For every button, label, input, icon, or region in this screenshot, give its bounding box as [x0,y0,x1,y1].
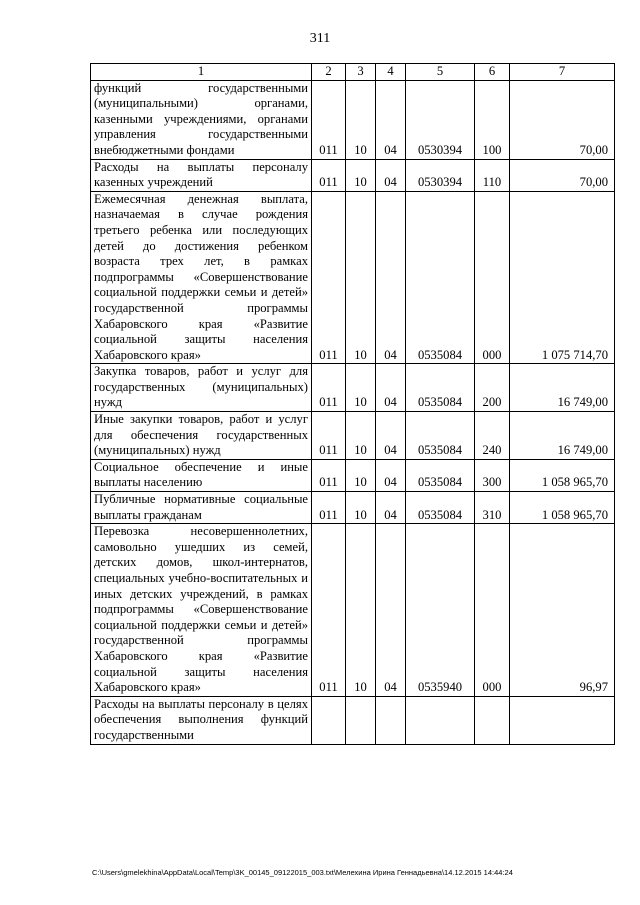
cell-amount: 1 075 714,70 [510,191,615,364]
cell-subsection: 04 [376,412,406,460]
cell-ministry-code: 011 [312,191,346,364]
cell-subsection: 04 [376,364,406,412]
cell-expense-type: 200 [475,364,510,412]
column-header: 4 [376,64,406,81]
cell-ministry-code: 011 [312,80,346,159]
column-header: 6 [475,64,510,81]
cell-ministry-code: 011 [312,159,346,191]
row-description: Закупка товаров, работ и услуг для государственных (муниципальных) нужд [91,364,312,412]
cell-section: 10 [346,524,376,697]
cell-expense-type: 310 [475,492,510,524]
column-header: 3 [346,64,376,81]
cell-target-article: 0535940 [406,524,475,697]
cell-ministry-code: 011 [312,492,346,524]
cell-amount: 16 749,00 [510,412,615,460]
table-row [91,364,615,412]
row-description: Социальное обеспечение и иные выплаты населению [91,459,312,491]
cell-target-article: 0530394 [406,159,475,191]
cell-expense-type: 110 [475,159,510,191]
cell-subsection [376,696,406,744]
cell-amount: 70,00 [510,159,615,191]
cell-section: 10 [346,191,376,364]
row-description: Публичные нормативные социальные выплаты гражданам [91,492,312,524]
cell-amount: 16 749,00 [510,364,615,412]
cell-subsection: 04 [376,80,406,159]
cell-subsection: 04 [376,524,406,697]
column-header: 5 [406,64,475,81]
cell-section: 10 [346,459,376,491]
cell-expense-type: 000 [475,191,510,364]
column-header: 1 [91,64,312,81]
cell-section: 10 [346,80,376,159]
cell-subsection: 04 [376,492,406,524]
cell-expense-type: 240 [475,412,510,460]
cell-expense-type: 300 [475,459,510,491]
cell-subsection: 04 [376,191,406,364]
row-description: Перевозка несовершеннолетних, самовольно ушедших из семей, детских домов, школ-интернатов, специальных учебно-воспитательных и иных детских учреждений, в рамках подпрограммы «Совершенствование социальной поддержки семьи и детей» государственной программы Хабаровского края «Развитие социальной защиты населения Хабаровского края» [91,524,312,697]
cell-amount [510,696,615,744]
cell-section: 10 [346,159,376,191]
cell-amount: 1 058 965,70 [510,459,615,491]
cell-section: 10 [346,412,376,460]
cell-section [346,696,376,744]
table-row [91,191,615,364]
table-row [91,80,615,159]
table-row [91,696,615,744]
row-description: Ежемесячная денежная выплата, назначаемая в случае рождения третьего ребенка или последующих детей до достижения ребенком возраста трех лет, в рамках подпрограммы «Совершенствование социальной поддержки семьи и детей» государственной программы Хабаровского края «Развитие социальной защиты населения Хабаровского края» [91,191,312,364]
cell-ministry-code: 011 [312,459,346,491]
cell-ministry-code [312,696,346,744]
cell-expense-type: 000 [475,524,510,697]
table-row [91,412,615,460]
cell-target-article: 0535084 [406,191,475,364]
table-row [91,524,615,697]
budget-table [90,63,615,745]
table-row [91,459,615,491]
cell-amount: 96,97 [510,524,615,697]
row-description: Расходы на выплаты персоналу в целях обеспечения выполнения функций государственными [91,696,312,744]
cell-subsection: 04 [376,159,406,191]
cell-target-article: 0535084 [406,492,475,524]
row-description: Расходы на выплаты персоналу казенных учреждений [91,159,312,191]
cell-target-article: 0535084 [406,412,475,460]
cell-amount: 1 058 965,70 [510,492,615,524]
page-number: 311 [309,31,331,46]
cell-target-article: 0535084 [406,364,475,412]
cell-target-article: 0535084 [406,459,475,491]
cell-expense-type [475,696,510,744]
table-row [91,492,615,524]
cell-expense-type: 100 [475,80,510,159]
cell-section: 10 [346,492,376,524]
cell-section: 10 [346,364,376,412]
column-header: 7 [510,64,615,81]
cell-ministry-code: 011 [312,524,346,697]
cell-ministry-code: 011 [312,364,346,412]
cell-target-article: 0530394 [406,80,475,159]
cell-ministry-code: 011 [312,412,346,460]
cell-target-article [406,696,475,744]
cell-subsection: 04 [376,459,406,491]
table-header-row [91,64,615,81]
column-header: 2 [312,64,346,81]
table-row [91,159,615,191]
cell-amount: 70,00 [510,80,615,159]
footer-file-path: C:\Users\gmelekhina\AppData\Local\Temp\3K_00145_09122015_003.txt\Мелехина Ирина Геннадьевна\14.12.2015 14:44:24 [92,868,513,877]
row-description: функций государственными (муниципальными) органами, казенными учреждениями, органами управления государственными внебюджетными фондами [91,80,312,159]
row-description: Иные закупки товаров, работ и услуг для обеспечения государственных (муниципальных) нужд [91,412,312,460]
